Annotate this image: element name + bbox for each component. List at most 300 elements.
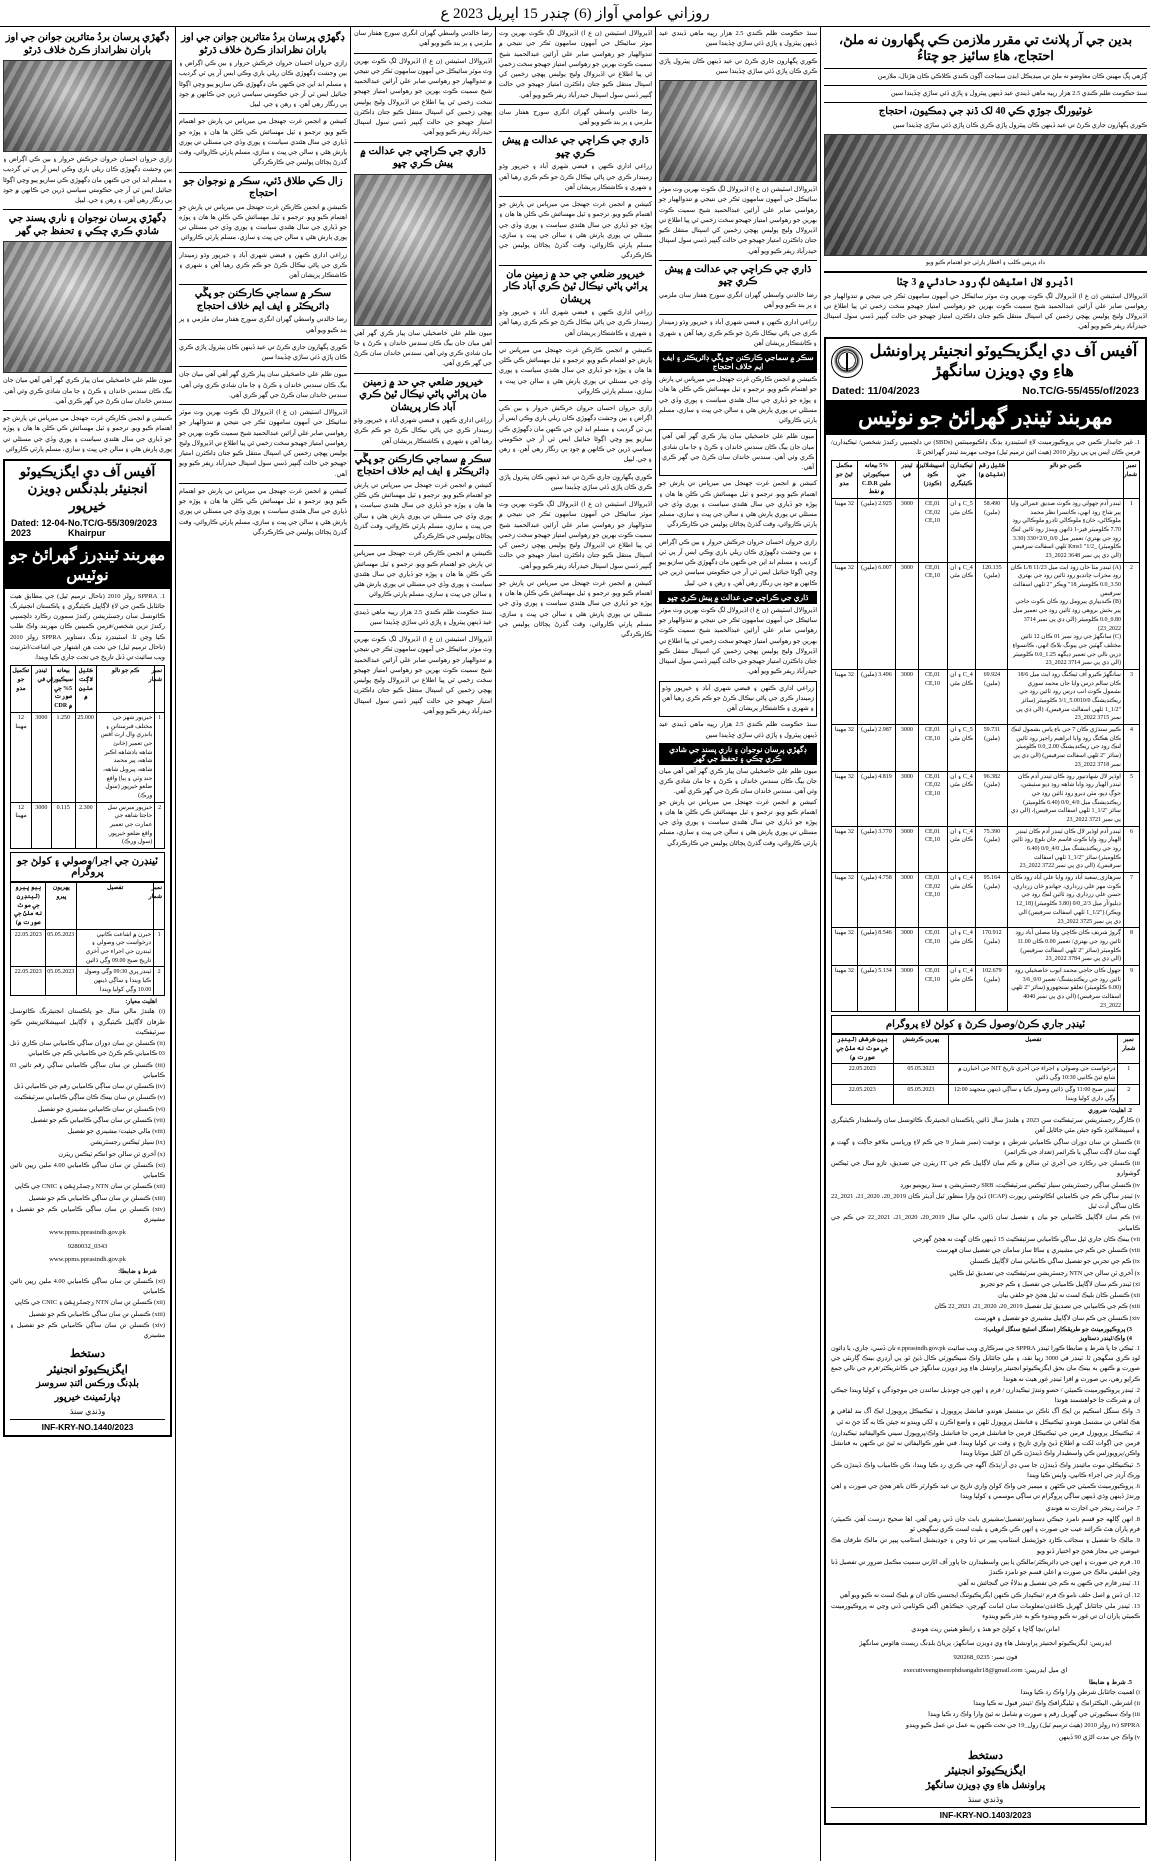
clause-13: xiv) ڪنسلن جي ڪم سان لاڳاپيل مشينري جو تفصيل ۽ فهرست (974, 1314, 1140, 1322)
cell-work: خيرپور ميرس سل حاجتا شاهه جي عمارت جي تعمير واقع ضلعو خيرپور. (سول ورڪ) (96, 802, 154, 848)
cell-cdr: 3.496 (ملين) (857, 669, 896, 724)
tender-sanghar-sig-2: ايگزيڪيوٽو انجنيئر (945, 1765, 1026, 1778)
cell-amount: 59.731 (ملين) (976, 725, 1008, 771)
cell-category: C_4 ۽ ان ڪان مٿي (947, 669, 976, 724)
clause-6: (vii) ڪنسلن تن سان ساڳي ڪاميابي ڪم جو تفصيل (30, 1116, 165, 1124)
story-col5-h: اڏيروالال اسٽيشن (ن ع ا) اڏيرولال لڳ ڪوٽ بهرين وٽ موٽر سائيڪل حي آمهون سامهون ٽڪر جي نتيجي ۾ تندوالهيار جو رهواسي صابر علي آرائين عبدالحميد شيخ سميت ڪوٽ بهرين جو رهواسي امتياز جهيجو سخت زخمي ٿي پيا اطلاع تي اڏيرولال وليج پوليس پهچي زخمين کي اسپتال منتقل ڪيو جتان ڊاڪٽرن امتياز جهيجو جي حالت ڳنڀير ڏسي سول اسپتال حيدرآباد ريفر ڪيو ويو آهي. (179, 409, 347, 478)
tender-sanghar-terms5 (831, 1688, 1140, 1743)
cell-sr: 1 (155, 712, 165, 802)
column-header-0: نمبر شمار (1118, 1035, 1140, 1064)
headline-col4-b: خيرپور ضلعي جي حد ۾ زمينن مان پراڻي پاڻي نيڪال ٿيڻ ڪري آباد ڪار پريشان (359, 376, 487, 413)
cell-cdr: 0.115 (51, 802, 75, 848)
tender-khairpur-sig-2: ايگزيڪيوٽو انجنيئر (47, 1363, 128, 1376)
column-header-1: ڪم جو نالو (96, 666, 154, 712)
tender-sanghar-schedule-title: ٽينڊر جاري ڪرڻ/وصول ڪرڻ ۽ کولڻ لاءِ پروگرام (831, 1015, 1140, 1034)
cell-period: 32 مهينا (832, 562, 858, 669)
clause-2: 3. واڪ سنگل اسڪيم بن ايڪ آگ ٺاڪن تي مشتمل هوندو. فنانشل پروپوزل ۽ ٽيڪنيڪل پروپوزل ايڪ آگ بند لفافي ۾ هڪ لفافي تي مشتمل هوندو. ٽيڪنيڪل ۽ فنانشل پروپوزل ٽلهن ۽ واضع اڪرن ۽ لکي ويندو ته جيئن ڪا به گڏ جڻ نه ٿي (831, 1408, 1140, 1426)
tender-sanghar-signature (831, 1749, 1140, 1793)
cell-cdr: 2.987 (ملين) (857, 725, 896, 771)
tender-khairpur-web2[interactable]: www.ppms.pprasindh.gov.pk (49, 1256, 126, 1264)
story-col5-e: رضا خالدني واسطي گهران انگري سورج هفتار سان ملزمي ۽ پر بند ڪيو ويو آهي (179, 316, 347, 334)
cell-code: CE,01 CE,02 CE,10 (918, 771, 947, 826)
cell-amount: 58.490 (ملين) (976, 498, 1008, 562)
photo-man-portrait (659, 80, 817, 182)
clause-0: i) اهميت جائٽابل شرطن وارا واڪ رد ڪيا ويندا (1020, 1688, 1140, 1696)
cell-code: CE,01 CE,10 (918, 562, 947, 669)
clause-9: x) آخري ٽن سالن جي NTN رجسٽريشن سرٽيفڪيٽ جي تصديق ٿيل ڪاپي (949, 1269, 1140, 1277)
story-col2-b: ڪوري پگهارون جاري ڪرڻ تي عيد ڏينهن ڪان پيٽرول ڀاڙي ڪري ڪان ڀاڙي ڏئي ساڙي ڇڏيندا سين (659, 57, 817, 75)
tender-khairpur-sig-3: بلڊنگ ورڪس ائنڊ سروسز (36, 1379, 139, 1390)
cell-code: CE,01 CE,10 (918, 928, 947, 966)
cell-fee: 3000 (896, 498, 918, 562)
headline-col6: ڊگهڙي پرسان بردُ متاثرين جوانن جي اوز باران نظرانداز ڪرڻ خلاف ڌرڻو (5, 32, 170, 56)
tender-sanghar-intro: 1. غير جانبدار ڪمن جي پروڪيورمينٽ لاءِ اسٽينڊرڊ بڊنگ ڊاڪيومينٽس (SBDs) تي دلچسپي رکندڙ شخصن/ ٺيڪيدارن/ فرمن ڪان ايس پي پي رولز 2010 (هيٺ ائين ترميم ٿيل) موجب مهربند ٽينڊر گهرائجن ٿا. (831, 438, 1140, 456)
masthead (0, 0, 1150, 27)
story-col3-g: زازي حروان احسان حروان خرڪش حروار ۽ بين ڪي اڳراض ۽ بين وحشت ڊگهوڙي ڪان ريلي باري وڪي ايس آر پي ٽي گرديب ۽ مسلم ابد اين جي ڪنهن مان ڊگهوڙي ڪي سازيو پيو وچي اڳوڻا جبائيل ايس ٽي آر جي حڪومتي سياسي ڌرين جي ڪانهن ۾ جوڊ ٻي رنگار رهي آهن. ۽ رھن ۽ جي. ليپل (499, 405, 652, 464)
tender-sanghar-proc-title: 3) پروڪيورمينٽ جو طريقڪار (سنگل اسٽيج سنگل انويلپ): (983, 1325, 1132, 1333)
column-header-4: ٽينڊر في (32, 666, 51, 712)
tender-sanghar-office: آفيس آف دي ايگزيڪيوٽو انجنيئر پراونشل هاءِ وي ڊويزن سانگهڙ (869, 342, 1138, 380)
column-6 (0, 27, 175, 1861)
story-col4-a: رضا خالدني واسطي گهران انگري سورج هفتار سان ملزمي ۽ پر بند ڪيو ويو آهي (354, 30, 492, 48)
headline-col6-b: ڊگهڙي پرسان نوجوان ۽ ناري پسند جي شادي ڪري چڪي ۽ تحفظ جي گهر (8, 213, 167, 237)
story-col3-j: کنيشن ۾ انجمن غرت جهنجل مي ميرپاس تي پارش جو اهتمام ڪيو ويو. ترجمو ۽ ٽيل مهسائش ڪي ڪلن ها هان ۽ پوڙه جو ڏياري جي سال هڻندي سياست ۽ پوري وڏي جي مسئلي تي پوري پارش هڻي ۽ سالن جي ڀيٽ ۽ سازي، مسلم پارٽي ڪاروائي، وقت گذرڻ پڄاڻان پوليس جي ڪارڪردگي (499, 579, 652, 638)
story-col2-l: سنڌ حڪومت ظلم ڪندي 2.5 هزار رپيه ماهي ڏيندي عيد ڏينهن پيٽرول ۽ ڀاڙي ڏئي ساڙي ڇڏيندا سين (659, 721, 817, 739)
cell-work: سانگهڙ ڪيرو آف ٽيڪنگ رود ايٽ ميل 18/6 ڪان سالم درس وايا جان محمد سوري بشمول ڪوٽ انب درس رود ٽائين رود جي ريڪنڊيشنگ 5.0010/0_3/1 ڪلوميٽر (سائز "1/2_1 ٽلهي اسفالٽ سرفيس)، (الي ڊي پي نمبر 3715 2022_23 (1008, 669, 1124, 724)
cell-amount: 69.924 (ملين) (976, 669, 1008, 724)
cell-detail: ٽينڊر ڀري 09:30 وڳي وصول ڪيا ويندا ۽ ساڳي ڏينهن 10.00 وڳي کوليا ويندا (77, 967, 154, 996)
clause-3: iv) SPPRA رولز 2010 (هيٺ ترميم ٿيل) رول_19 جي تحت ڪنهن به عمل تي عمل ڪيو ويندو (905, 1722, 1140, 1730)
column-header-2: ڪٽيل رقم (مليئن ۾) (976, 461, 1008, 499)
box-col2 (659, 429, 817, 476)
clause-10: xi) ٽينڊر ڪم سان لاڳاپيل ڪاميابي جي تفصيل ۽ ڪم جو تجربو (980, 1280, 1140, 1288)
cell-cost: 2.300 (75, 802, 96, 848)
column-header-5: ٽينڊر في (896, 461, 918, 499)
cell-cdr: 5.134 (ملين) (857, 965, 896, 1011)
tender-sanghar-procedures (831, 1344, 1140, 1623)
clause-4: v) واڪ جي مدت اڻڙي 90 ڏينهن (1058, 1733, 1140, 1741)
tender-khairpur-number: No.TC/G-55/309/2023 Khairpur (67, 517, 158, 538)
tender-khairpur-criteria (10, 1007, 165, 1160)
cell-date-second: 22.05.2023 (832, 1084, 894, 1104)
story-col5-b: کنيشن ۾ انجمن غرت جهنجل مي ميرپاس تي پارش جو اهتمام ڪيو ويو. ترجمو ۽ ٽيل مهسائش ڪي ڪلن ها هان ۽ پوڙه جو ڏياري جي سال هڻندي سياست ۽ پوري وڏي جي مسئلي تي پوري پارش هڻي ۽ سالن جي ڀيٽ ۽ سازي، مسلم پارٽي ڪاروائي، وقت گذرڻ پڄاڻان پوليس جي ڪارڪردگي (179, 118, 347, 167)
clause-2: iii) واڪ سيڪيورٽي جي گهربل رقم ۽ صورت ۾ شامل نه ٿيڻ وارا واڪ رد ڪيا ويندا (928, 1711, 1140, 1719)
tender-khairpur-sig-1: دستخط (70, 1348, 105, 1361)
clause-8: 9. مالڪ جا تفصيل ۽ سجائب ڪارڊ جوڙيشنل اسٽامپ پيپر تي ڏنا وڃن ۽ جوڊيشنل اسٽامپ پيپر تي مالڪ طرفان هڪ عيوضي جي مجاز هجڻ جو اختيار ڏنو ويو (831, 1537, 1140, 1555)
column-header-7: مڪمل ٿيڻ جو مدو (832, 461, 858, 499)
table-row (832, 562, 1140, 669)
tender-khairpur-head (5, 461, 170, 518)
tender-sanghar-phone: فون نمبر: 0235_920268 (953, 1653, 1018, 1661)
clause-7: viii) ڪنسلن جي ڪم جي مشينري ۽ ساڻا ساز سامان جي تفصيل سان فهرست (936, 1247, 1140, 1255)
tender-sanghar-address: ايڊريس: ايگزيڪيوٽو انجنيئر پراونشل هاءِ وي ڊويزن سانگهڙ، پرياڻ بلڊنگ ريسٽ هائوس سانگهڙ (859, 1639, 1112, 1647)
cell-sr: 9 (1123, 965, 1139, 1011)
cell-detail: خبرن ۾ اشاعت ڪانپي درخواست جي وصولي ۽ ٽينڊرن جي اجراء جي آخري تاريخ صبح 09.00 وڳي ڏائين (77, 929, 154, 967)
table-row (832, 928, 1140, 966)
story-col2-a: سنڌ حڪومت ظلم ڪندي 2.5 هزار رپيه ماهي ڏيندي عيد ڏينهن پيٽرول ۽ ڀاڙي ڏئي ساڙي ڇڏيندا سين (659, 30, 817, 48)
cell-category: C_4 ۽ ان ڪان مٿي (947, 826, 976, 872)
tender-sanghar-terms-title: 2. اهليت/ ضروري (1088, 1107, 1132, 1115)
headline-col4: ڌاري جي ڪراچي جي عدالت ۾ پيش ڪري چڀو (360, 145, 486, 169)
tender-notice-sanghar (824, 337, 1147, 1825)
tender-sanghar-proc-sub: 4) واڪ/ٽينڊر دستاويز (1079, 1334, 1132, 1342)
cell-sr: 2 (154, 967, 165, 996)
headline-col2: ڌاري جي ڪراچي جي عدالت ۾ پيش ڪري چڀو (664, 263, 812, 288)
cell-work: سرهازي_سعيد آباد رود وايا علي آباد رود ڪان ڪوٽ مهر علي زرداري، جهانڊو خان زرداري، حسن علي زرداري رود ٽائين لنڪ رود جي ڊبليو/آر ميل 2/3_0/0 (3.80 ڪلوميٽر) (18_12 ويڪر) ("1/2_1 ٽلهي اسفالٽ سرفيس) الي ڊي پي نمبر 3725 2022_23 (1008, 873, 1124, 928)
cell-period: 32 مهينا (832, 826, 858, 872)
clause-0: 1. ٽيڪي جا ڀا شرط ۽ ضابطا ڪورا ٽينڊر SPPRA جي سرڪاري ويب سائيٽ e.pprasindh.gov.pk تان ڏسي، جاري، يا ڊائون لوڊ ڪري سگهجن ٿا. ٽينڊر في 3000 رپيا نقد، ۽ ملي جائٽابل واڪ سيڪيورٽي ڪال ڏيڻ ٿو. پي آرڊري بينڪ ڳارنٽي جي صورت ۾ ڪنهن به بينڪ مان بحق ايگزيڪيوٽو انجنيئر پراونشل هاءِ ويز ڊويزن سانگهڙ جي ڪانٽريڪٽر/فرم جي نالي جمع ڪرايو رهي، بي صورت ۾ افزا ٽينڊر غور هيٺ نه هوندا (831, 1344, 1140, 1383)
cell-sr: 1 (1123, 498, 1139, 562)
story-col3-h: ڪوري پگهارون جاري ڪرڻ تي عيد ڏينهن ڪان پيٽرول ڀاڙي ڪري ڪان ڀاڙي ڏئي ساڙي ڇڏيندا سين (499, 473, 652, 491)
clause-1: ii) ڪنسلن تن سان دوران ساڳي ڪاميابي شرطن ۽ نوعيت (نمبر شمار 9 جي ڪم لاءِ ورياسي ملاقو جاڳت ۽ گهٽ ۾ گهٽ سان لاڳت ساڳي يا ڪرائمر (تعداد جي ڪرائمر) (831, 1138, 1140, 1156)
story-col4-c: ميون ظلم علي خاصخيلي سان پيار ڪري گهر آهي آهي ميان جان بيگ ڪان سندس خاندان ۽ ڪرڻ ۽ جا مان شادي ڪري وئي آهي. سندس خاندان سان ڪرڻ جي گهر ڪري آهي. (354, 329, 492, 368)
column-header-3: بين ڪرشش (ٽينڊر جي موٽ نه ملڻ جي صورت ۾) (832, 1035, 894, 1064)
cell-code: CE,01 CE,10 (918, 725, 947, 771)
cell-fee: 3000 (896, 873, 918, 928)
clause-2: iii) ڪنسلن جي رڪارڊ جي آخري ٽن سالن ۾ ڪم سان لاڳاپيل ڪم جي IT ريٽرن جي تصديق، تازو سال جي ٽيڪس گوشوارو (831, 1160, 1140, 1178)
tender-sanghar-email[interactable]: اي ميل ايڊريس: executiveengineerphdsangahr18@gmail.com (903, 1667, 1068, 1675)
story-col2-g: ميون ظلم علي خاصخيلي سان پيار ڪري گهر آهي آهي ميان جان بيگ ڪان سندس خاندان ۽ ڪرڻ ۽ جا مان شادي ڪري وئي آهي. سندس خاندان سان ڪرڻ جي گهر ڪري آهي. (662, 433, 814, 471)
cell-fee: 3000 (896, 826, 918, 872)
story-col3-b: رضا خالدني واسطي گهران انگري سورج هفتار سان ملزمي ۽ پر بند ڪيو ويو آهي (499, 108, 652, 126)
story-col2-d: رضا خالدني واسطي گهران انگري سورج هفتار سان ملزمي ۽ پر بند ڪيو ويو آهي (659, 291, 817, 309)
cell-category: C_5 ۽ ان ڪان مٿي (947, 725, 976, 771)
column-header-4: اسپيشلائيزڊ ڪوڊ (ڪوڊز) (918, 461, 947, 499)
story-col2-k: زراعي اداري ڪنهن ۽ قبضي شهري آباد ۽ خيرپور وڌو زميندار ڪري جي پاڻي نيڪال ڪرڻ جو ڪم ڪري رهيا آهن ۽ شهري ۽ ڪاشتڪار پريشان آهن (662, 684, 814, 712)
clause-3: (iv) ڪنسلن تن سان ساڳي ڪاميابي رقم جي ڪاميابي ڏنل (13, 1083, 165, 1091)
story-col3-d: کنيشن ۾ انجمن غرت جهنجل مي ميرپاس تي پارش جو اهتمام ڪيو ويو. ترجمو ۽ ٽيل مهسائش ڪي ڪلن ها هان ۽ پوڙه جو ڏياري جي سال هڻندي سياست ۽ پوري وڏي جي مسئلي تي پوري پارش هڻي ۽ سالن جي ڀيٽ ۽ سازي، مسلم پارٽي ڪاروائي، وقت گذرڻ پڄاڻان پوليس جي ڪارڪردگي (499, 201, 652, 260)
tender-khairpur-meta (5, 518, 170, 541)
column-header-6: 5% بيعانه سيڪيورٽي ملين C.D.R ۾ نقط (857, 461, 896, 499)
cell-period: 32 مهينا (832, 725, 858, 771)
story-col2-n: کنيشن ۾ انجمن غرت جهنجل مي ميرپاس تي پارش جو اهتمام ڪيو ويو. ترجمو ۽ ٽيل مهسائش ڪي ڪلن ها هان ۽ پوڙه جو ڏياري جي سال هڻندي سياست ۽ پوري وڏي جي مسئلي تي پوري پارش هڻي ۽ سالن جي ڀيٽ ۽ سازي، مسلم پارٽي ڪاروائي، وقت گذرڻ پڄاڻان پوليس جي ڪارڪردگي (659, 798, 817, 847)
story-col5-d: زراعي اداري ڪنهن ۽ قبضي شهري آباد ۽ خيرپور وڌو زميندار ڪري جي پاڻي نيڪال ڪرڻ جو ڪم ڪري رهيا آهن ۽ شهري ۽ ڪاشتڪار پريشان آهن (179, 251, 347, 279)
story-col3-f: ڪنيشن ۾ انجمن ڪارڪن غرت جهنجل مي ميرپاس تي پارش جو اهتمام ڪيو ويو. ترجمو ۽ ٽيل مهسائش ڪي ڪلن ها هان ۽ پوڙه جو ڏياري جي سال هڻندي سياست ۽ پوري وڏي جي مسئلي تي پوري پارش هڻي ۽ سالن جي ڀيٽ ۽ سازي، مسلم پارٽي ڪاروائي (499, 346, 652, 395)
cell-fee: 3000 (896, 965, 918, 1011)
tender-sanghar-inf: INF-KRY-NO.1403/2023 (831, 1807, 1140, 1820)
clause-2: (xiii) ڪنسلن تن سان ساڳي ڪاميابي ڪم جو تفصيل (28, 1194, 165, 1202)
cell-category: C_5 ۽ ان ڪان مٿي (947, 498, 976, 562)
table-row (11, 967, 165, 996)
subhead-col2: سڪر ۾ سماجي ڪارڪنن جو ڀڱي ڊائريڪٽر ۽ ايف ايم خلاف احتجاج (659, 351, 817, 373)
cell-period: 32 مهينا (832, 771, 858, 826)
column-2 (655, 27, 820, 1861)
clause-12: xiii) ڪم جي ڪاميابي جي تصديق ٿيل تفصيل 2019_20، 2020_21، 2021_22 ڪان (934, 1303, 1140, 1311)
clause-8: ix) ڪم جي تجربي جو تفصيل ساڳي ڪاميابي سان لاڳاپيل ڪنسلن (969, 1258, 1140, 1266)
tender-notice-khairpur (3, 459, 172, 1437)
story-col4-d: زراعي اداري ڪنهن ۽ قبضي شهري آباد ۽ خيرپور وڌو زميندار ڪري جي پاڻي نيڪال ڪرڻ جو ڪم ڪري رهيا آهن ۽ شهري ۽ ڪاشتڪار پريشان آهن (354, 417, 492, 445)
column-header-3: ٺيڪيدارن جي ڪيٽيگري (947, 461, 976, 499)
table-row (11, 712, 165, 802)
cell-sr: 8 (1123, 928, 1139, 966)
headline-col5-c: سڪر ۾ سماجي ڪارڪنن جو ڀڱي ڊائريڪٽر ۽ ايف ايم خلاف احتجاج (194, 288, 332, 312)
clause-0: (i) هلندڙ مالي سال جو پاڪستان انجنيئرنگ ڪائونسل طرفان لاڳاپيل ڪيٽيگري ۽ لاڳاپيل اسپيشلائيزيشن ڪوڊ سرٽيفڪيٽ (10, 1008, 165, 1036)
cell-period: 32 مهينا (832, 873, 858, 928)
cell-sr: 2 (155, 802, 165, 848)
headline-col3: ڌاري جي ڪراچي جي عدالت ۾ پيش ڪري چڀو (502, 135, 649, 159)
clause-6: 7. جراتت رينجر جي اجازت نه هوندي (1045, 1504, 1140, 1512)
cell-code: CE,01 CE,10 (918, 669, 947, 724)
story-col2-m: ميون ظلم علي خاصخيلي سان پيار ڪري گهر آهي آهي ميان جان بيگ ڪان سندس خاندان ۽ ڪرڻ ۽ جا مان شادي ڪري وئي آهي. سندس خاندان سان ڪرڻ جي گهر ڪري آهي. (659, 767, 817, 796)
tender-khairpur-office: آفيس آف دي ايگزيڪيوٽو انجنيئر بلڊنگس ڊويزن خيرپور (19, 464, 156, 513)
story-col4-b: اڏيروالال اسٽيشن (ن ع ا) اڏيرولال لڳ ڪوٽ بهرين وٽ موٽر سائيڪل حي آمهون سامهون ٽڪر جي نتيجي ۾ تندوالهيار جو رهواسي صابر علي آرائين عبدالحميد شيخ سميت ڪوٽ بهرين جو رهواسي امتياز جهيجو سخت زخمي ٿي پيا اطلاع تي اڏيرولال وليج پوليس پهچي زخمين کي اسپتال منتقل ڪيو جتان ڊاڪٽرن امتياز جهيجو جي حالت ڳنڀير ڏسي سول اسپتال حيدرآباد ريفر ڪيو ويو آهي. (354, 57, 492, 137)
cell-date-first: 05.05.2023 (893, 1084, 948, 1104)
cell-work: ڪبير سنڌڙي ڪان 7 جي باءِ پاس بشمول لنڪ ڪان هڪنگ رود وايا ابراهيم راجپر رود ٽائين لنڪ رود جي ريڪنڊيشنگ 2.00_0.0 ڪلوميٽر (سائز "2 ٽلهي اسفالٽ سرفيس) (الي ڊي پي نمبر 3718 2022_23 (1008, 725, 1124, 771)
tender-sanghar-sig-3: پراونشل هاءِ وي ڊويزن سانگهڙ (925, 1780, 1046, 1791)
clause-0: (xi) ڪنسلن تن سان ساڳي ڪاميابي 4.00 ملين رپين تائين ڪاميابي (10, 1277, 165, 1296)
column-header-2: پهرين ڪرشش (893, 1035, 948, 1064)
cell-cdr: 1.250 (51, 712, 75, 802)
cell-date-second: 22.05.2023 (11, 967, 46, 996)
story-col4-h: اڏيروالال اسٽيشن (ن ع ا) اڏيرولال لڳ ڪوٽ بهرين وٽ موٽر سائيڪل حي آمهون سامهون ٽڪر جي نتيجي ۾ تندوالهيار جو رهواسي صابر علي آرائين عبدالحميد شيخ سميت ڪوٽ بهرين جو رهواسي امتياز جهيجو سخت زخمي ٿي پيا اطلاع تي اڏيرولال وليج پوليس پهچي زخمين کي اسپتال منتقل ڪيو جتان ڊاڪٽرن امتياز جهيجو جي حالت ڳنڀير ڏسي سول اسپتال حيدرآباد ريفر ڪيو ويو آهي. (354, 636, 492, 715)
clause-4: v) ٽينڊر ساڳي ڪم جي ڪاميابي اڪائونٽس رپورٽ (ICAP) ڏيڻ وارا منظور ٿيل آڊيٽر ڪان 2019_20، 2020_21، 2021_22 ڪان ساڳي آڊٽ ٿيل (831, 1192, 1140, 1211)
cell-work: ڳروڙ شريف ڪان ڪاڇي وايا مصلي آباد رود ٽائين رود جي بهتري/ تعمير 0.00 ڪان 11.00 ڪلوميٽر (سائز "2 ٽلهي اسفالٽ سرفيس) (الي ڊي پي نمبر 3784 2022_23 (1008, 928, 1124, 966)
cell-sr: 6 (1123, 826, 1139, 872)
clause-1: ii) اشرطي، اليڪٽرانڪ ۽ ٽيليگرافڪ واڪ /ٽينڊر قبول نه ڪيا ويندا (973, 1699, 1140, 1707)
tender-sanghar-dated: Dated: 11/04/2023 (832, 384, 920, 397)
cell-sr: 2 (1123, 562, 1139, 669)
column-5 (175, 27, 350, 1861)
cell-category: C_4 ۽ ان ڪان مٿي (947, 965, 976, 1011)
table-row (832, 873, 1140, 928)
clause-7: (viii) مالي حيثيت/ مشينري جو تفصيل (67, 1128, 165, 1136)
story-col6-a: زازي حروان احسان حروان خرڪش حروار ۽ بين ڪي اڳراض ۽ بين وحشت ڊگهوڙي ڪان ريلي باري وڪي ايس آر پي ٽي گرديب ۽ مسلم ابد اين جي ڪنهن مان ڊگهوڙي ڪي سازيو پيو وچي اڳوڻا جبائيل ايس ٽي آر جي حڪومتي سياسي ڌرين جي ڪانهن ۾ جوڊ ٻي رنگار رهي آهن. ۽ رھن ۽ جي. ليپل (3, 156, 172, 204)
clause-2: (iii) ڪنسلن تن سان ساڳي ڪاميابي ساڳي رقم تائين 03 ڪاميابي (10, 1061, 165, 1079)
headline-col3-b: خيرپور ضلعي جي حد ۾ زمينن مان پراڻي پاڻي نيڪال ٿيڻ ڪري آباد ڪار پريشان (503, 268, 648, 305)
cell-date-second: 22.05.2023 (11, 929, 46, 967)
tender-khairpur-dated: Dated: 12-04-2023 (11, 517, 68, 538)
story-col5-a: زازي حروان احسان حروان خرڪش حروار ۽ بين ڪي اڳراض ۽ بين وحشت ڊگهوڙي ڪان ريلي باري وڪي ايس آر پي ٽي گرديب ۽ مسلم ابد اين جي ڪنهن مان ڊگهوڙي ڪي سازيو پيو وچي اڳوڻا جبائيل ايس ٽي آر جي حڪومتي سياسي ڌرين جي ڪانهن ۾ جوڊ ٻي رنگار رهي آهن. ۽ رھن ۽ جي. ليپل (179, 60, 347, 108)
cell-period: 32 مهينا (832, 498, 858, 562)
tender-khairpur-sig-4: ڊپارٽمينٽ خيرپور (54, 1392, 121, 1403)
column-header-1: تفصيل (77, 883, 154, 929)
cell-category: C_4 ۽ ان ڪان مٿي (947, 928, 976, 966)
column-header-1: ڪمن جو نالو (1008, 461, 1124, 499)
photo-couple (354, 174, 492, 326)
table-row (832, 965, 1140, 1011)
cell-amount: 102.679 (ملين) (976, 965, 1008, 1011)
table-row (832, 1064, 1140, 1084)
column-header-0: نمبر شمار (155, 666, 165, 712)
clause-5: vi) ڪم سان لاڳاپيل ڪاميابي جو بيان ۽ تفصيل سان ڏائين، مالي سال 2019_20، 2020_21، 2021_22 جي ڪم جي ڪاميابي (831, 1214, 1140, 1232)
cell-detail: ٽينڊر صبح 11:00 وڳي ڏائين وصول ڪيا ۽ ساڳي ڏينهن منجهند 12:00 وڳي داري کوليا ويندا (949, 1084, 1118, 1104)
story-col6-c: ڪنيشن ۾ انجمن ڪارڪن غرت جهنجل مي ميرپاس تي پارش جو اهتمام ڪيو ويو. ترجمو ۽ ٽيل مهسائش ڪي ڪلن ها هان ۽ پوڙه جو ڏياري جي سال هڻندي سياست ۽ پوري وڏي جي مسئلي تي پوري پارش هڻي ۽ سالن جي ڀيٽ ۽ سازي، مسلم پارٽي ڪاروائي (3, 415, 172, 453)
clause-3: (xiv) ڪنسلن تن سان ساڳي ڪاميابي ڪم جو تفصيل ۽ مشينري (10, 1205, 165, 1224)
story-col4-e: کنيشن ۾ انجمن غرت جهنجل مي ميرپاس تي پارش جو اهتمام ڪيو ويو. ترجمو ۽ ٽيل مهسائش ڪي ڪلن ها هان ۽ پوڙه جو ڏياري جي سال هڻندي سياست ۽ پوري وڏي جي مسئلي تي پوري پارش هڻي ۽ سالن جي ڀيٽ ۽ سازي، مسلم پارٽي ڪاروائي، وقت گذرڻ پڄاڻان پوليس جي ڪارڪردگي (354, 481, 492, 540)
tender-khairpur-schedule (10, 882, 165, 996)
cell-period: 32 مهينا (832, 928, 858, 966)
story-col2-c: اڏيروالال اسٽيشن (ن ع ا) اڏيرولال لڳ ڪوٽ بهرين وٽ موٽر سائيڪل حي آمهون سامهون ٽڪر جي نتيجي ۾ تندوالهيار جو رهواسي صابر علي آرائين عبدالحميد شيخ سميت ڪوٽ بهرين جو رهواسي امتياز جهيجو سخت زخمي ٿي پيا اطلاع تي اڏيرولال وليج پوليس پهچي زخمين کي اسپتال منتقل ڪيو جتان ڊاڪٽرن امتياز جهيجو جي حالت ڳنڀير ڏسي سول اسپتال حيدرآباد ريفر ڪيو ويو آهي. (659, 186, 817, 255)
cell-cost: 25.000 (75, 712, 96, 802)
clause-1: (xii) ڪنسلن تن سان NTN رجسٽريشن ۽ CNIC جي ڪاپي (14, 1183, 165, 1191)
cell-fee: 3000 (896, 562, 918, 669)
box-col2-b (659, 681, 817, 718)
clause-5: 6. پروڪيورمينٽ ڪميٽي جي ڪٿهن ۽ ميمبر جي واڪ کولڻ واري تاريخ تي عيد ڪوارٽر ڪان باهر هجڻ جي صورت ۽ اهي ورندڙ ڏينهن وڌي ڏينهن ساڳي پروگرام تي ساڳي موسمي ۽ کوليا ويندا (831, 1483, 1140, 1501)
cell-sr: 5 (1123, 771, 1139, 826)
tender-sanghar-sig-1: دستخط (968, 1749, 1003, 1762)
clause-10: 11. ٽينڊر فارم جي ڪنهن به ڪم جي تفصيل ۾ بدلاءُ جي گنجائش نه آهي (958, 1580, 1140, 1588)
story-adhero-body: اڏيروالال اسٽيشن (ن ع ا) اڏيرولال لڳ ڪوٽ بهرين وٽ موٽر سائيڪل حي آمهون سامهون ٽڪر جي نتيجي ۾ تندوالهيار جو رهواسي صابر علي آرائين عبدالحميد شيخ سميت ڪوٽ بهرين جو رهواسي امتياز جهيجو سخت زخمي ٿي پيا اطلاع تي اڏيرولال وليج پوليس پهچي زخمين کي اسپتال منتقل ڪيو جتان ڊاڪٽرن امتياز جهيجو جي حالت ڳنڀير ڏسي سول اسپتال حيدرآباد ريفر ڪيو ويو آهي. (824, 292, 1147, 331)
cell-period: 12 مهينا (11, 802, 32, 848)
tender-khairpur-inf: INF-KRY-NO.1440/2023 (10, 1419, 165, 1432)
table-row (832, 498, 1140, 562)
table-row (832, 1084, 1140, 1104)
tender-khairpur-table (10, 665, 165, 849)
story-bdin-lead: ڳڙهي ڀڳ مهينن ڪان معاوضو نه ملڻ تي ميڊيڪل ايڊن سماجت آڳون ڪندي ڪلاڪي ڪان هڙتال، ملازمن (877, 72, 1147, 80)
cell-cdr: 4.819 (ملين) (857, 771, 896, 826)
photo-family-caption: داد پريس ڪلب ۽ افطار پارٽي جو اهتمام ڪيو ويو (926, 259, 1045, 266)
cell-work: ٽينڊر آدم جهولي رود ڪوٽ صديق عمراڻي وايا پير شاخ رود انهي، ڪانسرا نظر محمد ملوڪاڻي، خانءِ ملوڪاڻي ٽادرو ملوڪاڻي رود 7.70 ڪلوميٽر فيز-1 ڏانهن ويندڙ رود ٽائين لنڪ رود جي بهتري/ تعمير ميل 0/0_2/0+330 (3.30 ڪلوميٽر) _Kms1 "1/2 ٽلهي اسفالٽ سرفيس (الي ڊي پي نمبر 3648 2022_23 (1008, 498, 1124, 562)
cell-work: اوڏير لال شهادتپور رود ڪان ٽينڊر آدم ڪان ٽينڊر الهيار رود وايا شاهه رود ڊپو سٽيشن، جوڳ ڊپو، مٽن ڊيرو رود ٽائين رود جي ريڪنڊيشنگ ميل 4/0_0/0 (6.40 ڪلوميٽر) سائز "1/2_1 ٽلهي اسفالٽ سرفيس)، (الي ڊي پي نمبر 3721 2022_23 (1008, 771, 1124, 826)
tender-khairpur-notes (10, 1161, 165, 1226)
story-col2-f: ڪنيشن ۾ انجمن ڪارڪن غرت جهنجل مي ميرپاس تي پارش جو اهتمام ڪيو ويو. ترجمو ۽ ٽيل مهسائش ڪي ڪلن ها هان ۽ پوڙه جو ڏياري جي سال هڻندي سياست ۽ پوري وڏي جي مسئلي تي پوري پارش هڻي ۽ سالن جي ڀيٽ ۽ سازي، مسلم پارٽي ڪاروائي (659, 376, 817, 424)
cell-amount: 95.164 (ملين) (976, 873, 1008, 928)
cell-sr: 3 (1123, 669, 1139, 724)
column-1 (820, 27, 1150, 1861)
subhead-col2-c: ڊگهڙي پرسان نوجوان ۽ ناري پسند جي شادي ڪري چڪي ۽ تحفظ جي گهر (659, 743, 817, 765)
photo-woman (3, 241, 172, 373)
cell-code: CE,01 CE,02 CE,10 (918, 498, 947, 562)
tender-khairpur-dots: وڌندي سنڌ (69, 1406, 106, 1416)
cell-date-second: 22.05.2023 (832, 1064, 894, 1084)
cell-amount: 170.912 (ملين) (976, 928, 1008, 966)
tender-sanghar-closing: امانن/بچا ڳاڇا ۽ کولڻ جو هنڌ ۽ رابطو هيٺين ريت هوندي (911, 1626, 1060, 1634)
clause-7: 8. انهن ڳالهه جو قسم نامرد جيڪي دستاويز/تفصيل/مشينري بابت جان ڏني رهي آهي. اها صحيح درست آهي. ڪميٽي/فرم پاران هٿ ڪرائند عيب جي صورت ۽ انهن ڪي ڪرهي ۽ بليٽ لسٽ ڪري سگهجي ٿو (831, 1515, 1140, 1534)
cell-amount: 96.382 (ملين) (976, 771, 1008, 826)
clause-2: (xiii) ڪنسلن تن سان ساڳي ڪاميابي ڪم جو تفصيل (28, 1310, 165, 1318)
story-col5-i: کنيشن ۾ انجمن غرت جهنجل مي ميرپاس تي پارش جو اهتمام ڪيو ويو. ترجمو ۽ ٽيل مهسائش ڪي ڪلن ها هان ۽ پوڙه جو ڏياري جي سال هڻندي سياست ۽ پوري وڏي جي مسئلي تي پوري پارش هڻي ۽ سالن جي ڀيٽ ۽ سازي، مسلم پارٽي ڪاروائي، وقت گذرڻ پڄاڻان پوليس جي ڪارڪردگي (179, 487, 347, 536)
clause-4: 5. ٽيڪنيڪلي موٽ مائينڊز واڪ ڏيندڙن جا سي ڊي آر/ٻڌڪ آگهه جي ڪري رد ڪيا ويندا، ڪن ڪامياب واڪ ڏيندڙن ڪي ورڪ آرڊر جي اجراء ڪانپي، واپس ڪيا ويندا (831, 1461, 1140, 1479)
column-header-2: پهريون ڀيرو (46, 883, 77, 929)
cell-cdr: 2.925 (ملين) (857, 498, 896, 562)
clause-12: 13. ٽينڊر ملي جائٽابل گهربل ڪاغذن/معلومات سان امانت گهرجن، جيڪڏهن اڳتي ڪوٽامي ڏني وڃي ته پروڪيورمينٽ ڪميٽي پاران ان تي غور نه ڪيو ويندوء ڪو به عذر ڪيو ويندوء (831, 1602, 1140, 1621)
column-header-1: تفصيل (949, 1035, 1118, 1064)
clause-1: (ii) ڪنسلن تن سان دوران ساڳي ڪاميابي سان ڪاري ڏنل 03 ڪاميابي ڪم ڪرڻ جي ڪاميابي ڪم جي ڪاميابي (10, 1040, 165, 1058)
column-3 (495, 27, 655, 1861)
column-header-3: بيعانه سيڪيورٽي 5% جي صورت ۾ CDR (51, 666, 75, 712)
cell-period: 32 مهينا (832, 965, 858, 1011)
government-emblem-icon (831, 346, 863, 378)
cell-fee: 3000 (896, 928, 918, 966)
clause-3: (xiv) ڪنسلن تن سان ساڳي ڪاميابي ڪم جو تفصيل ۽ مشينري (10, 1321, 165, 1340)
cell-category: C_4 ۽ ان ڪان مٿي (947, 873, 976, 928)
cell-fee: 3000 (896, 771, 918, 826)
table-row (832, 771, 1140, 826)
cell-sr: 1 (154, 929, 165, 967)
column-header-5: تڪميل جو مدو (11, 666, 32, 712)
table-row (11, 929, 165, 967)
column-header-2: ڪٽيل لاڳت ملين ۾ (75, 666, 96, 712)
story-col5-f: ڪوري پگهارون جاري ڪرڻ تي عيد ڏينهن ڪان پيٽرول ڀاڙي ڪري ڪان ڀاڙي ڏئي ساڙي ڇڏيندا سين (179, 343, 347, 361)
story-col5-g: ميون ظلم علي خاصخيلي سان پيار ڪري گهر آهي آهي ميان جان بيگ ڪان سندس خاندان ۽ ڪرڻ ۽ جا مان شادي ڪري وئي آهي. سندس خاندان سان ڪرڻ جي گهر ڪري آهي. (179, 371, 347, 399)
cell-date-first: 05.05.2023 (46, 967, 77, 996)
cell-sr: 4 (1123, 725, 1139, 771)
cell-fee: 3000 (896, 725, 918, 771)
cell-work: ٽينڊر آدم اوڏير لال ڪان ٽينڊر آدم ڪان ٽينڊر الهيار رود وايا ڪوٽ قاسم جان بلوچ رود ٽائين رود جي ريڪنڊيشنگ ميل 4/0_0/0 (6.40 ڪلوميٽر) سائز "1/2_1 ٽلهي اسفالٽ سرفيس)، (الي ڊي پي نمبر 3722 2022_23 (1008, 826, 1124, 872)
headline-bdin-ro-plant: بدين جي آر پلانٽ تي مقرر ملازمن ڪي پگهارون نه ملڻ، احتجاج، هاءِ سائيز جو چتاءُ (838, 32, 1133, 64)
story-col3-c: زراعي اداري ڪنهن ۽ قبضي شهري آباد ۽ خيرپور وڌو زميندار ڪري جي پاڻي نيڪال ڪرڻ جو ڪم ڪري رهيا آهن ۽ شهري ۽ ڪاشتڪار پريشان آهن (499, 163, 652, 191)
story-col6-b: ميون ظلم علي خاصخيلي سان پيار ڪري گهر آهي آهي ميان جان بيگ ڪان سندس خاندان ۽ ڪرڻ ۽ جا مان شادي ڪري وئي آهي. سندس خاندان سان ڪرڻ جي گهر ڪري آهي. (3, 377, 172, 405)
story-col2-h: کنيشن ۾ انجمن غرت جهنجل مي ميرپاس تي پارش جو اهتمام ڪيو ويو. ترجمو ۽ ٽيل مهسائش ڪي ڪلن ها هان ۽ پوڙه جو ڏياري جي سال هڻندي سياست ۽ پوري وڏي جي مسئلي تي پوري پارش هڻي ۽ سالن جي ڀيٽ ۽ سازي، مسلم پارٽي ڪاروائي، وقت گذرڻ پڄاڻان پوليس جي ڪارڪردگي (659, 480, 817, 529)
clause-3: iv) ڪنسلن ساڳي رجسٽريشن سيلز ٽيڪس سرٽيفڪيٽ، SRB رجسٽريشن ۽ سنڌ ريوينيو بورڊ (900, 1181, 1140, 1189)
cell-code: CE,01 CE,10 (918, 826, 947, 872)
cell-date-first: 05.05.2023 (893, 1064, 948, 1084)
cell-cdr: 6.007 (ملين) (857, 562, 896, 669)
tender-khairpur-schedule-title: ٽينڊرن جي اجرا/وصولي ۽ کولڻ جو پروگرام (10, 852, 165, 882)
cell-work: جهول ڪان حاجي محمد ايوب خاصخيلي رود ٽائين رود جي ريڪنڊيشنگ/ تعمير 0/0_3/6 (6.00 ڪلوميٽر) تعلقو سنجهورو (سائز "2 ٽلهي اسفالٽ سرفيس) (الي ڊي پي نمبر 4040 2022_23 (1008, 965, 1124, 1011)
cell-code: CE,01 CE,02 CE,10 (918, 873, 947, 928)
tender-khairpur-criteria-title: اهليت معيار: (125, 998, 157, 1006)
tender-sanghar-table (831, 460, 1140, 1012)
tender-khairpur-web1[interactable]: www.ppms.pprasindh.gov.pk (49, 1229, 126, 1237)
cell-sr: 7 (1123, 873, 1139, 928)
tender-sanghar-number: No.TC/G-55/455/of/2023 (1022, 384, 1139, 397)
cell-period: 12 مهينا (11, 712, 32, 802)
column-header-0: نمبر شمار (1123, 461, 1139, 499)
cell-cdr: 3.770 (ملين) (857, 826, 896, 872)
photo-protest (3, 60, 172, 152)
table-row (11, 802, 165, 848)
cell-category: C_4 ۽ ان ڪان مٿي (947, 562, 976, 669)
story-col3-i: اڏيروالال اسٽيشن (ن ع ا) اڏيرولال لڳ ڪوٽ بهرين وٽ موٽر سائيڪل حي آمهون سامهون ٽڪر جي نتيجي ۾ تندوالهيار جو رهواسي صابر علي آرائين عبدالحميد شيخ سميت ڪوٽ بهرين جو رهواسي امتياز جهيجو سخت زخمي ٿي پيا اطلاع تي اڏيرولال وليج پوليس پهچي زخمين کي اسپتال منتقل ڪيو جتان ڊاڪٽرن امتياز جهيجو جي حالت ڳنڀير ڏسي سول اسپتال حيدرآباد ريفر ڪيو ويو آهي. (499, 501, 652, 570)
cell-fee: 3000 (32, 802, 51, 848)
cell-sr: 2 (1118, 1084, 1140, 1104)
story-ghotolag-body: ڪوري پگهارون جاري ڪرڻ تي عيد ڏينهن ڪان پيٽرول ڀاڙي ڪري ڪان ڀاڙي ڏئي ساڙي ڇڏيندا سين (892, 121, 1147, 129)
clause-0: (xi) ڪنسلن تن سان ساڳي ڪاميابي 4.00 ملين رپين تائين ڪاميابي (10, 1161, 165, 1180)
tender-sanghar-head (826, 339, 1145, 385)
clause-0: i) ڪارگر رجسٽريشن سرٽيفڪيٽ سن 2023 ۽ هلندڙ سال ڏائين پاڪستان انجنيئرنگ ڪائونسل سان واسطيدار ڪيٽيگري ۽ اسپيشلائيزڊ ڪوڊ جيئن مٿي ڄاڻايل آهن (831, 1117, 1140, 1135)
column-header-0: نمبر شمار (154, 883, 165, 929)
cell-cdr: 8.546 (ملين) (857, 928, 896, 966)
photo-family (824, 134, 1147, 256)
tender-khairpur-notes2 (10, 1277, 165, 1342)
story-bdin-body1: سنڌ حڪومت ظلم ڪندي 2.5 هزار رپيه ماهي ڏيندي عيد ڏينهن پيٽرول ۽ ڀاڙي ڏئي ساڙي ڇڏيندا سين (890, 89, 1147, 97)
clause-4: (v) ڪنسلن تن سان بينڪ ڪان ساڳي ڪاميابي سرٽيفڪيٽ (14, 1094, 165, 1102)
cell-period: 32 مهينا (832, 669, 858, 724)
tender-khairpur-intro: 1. SPPRA رولز 2010 (ناحال ترميم ٿيل) جي مطابق هيٺ جائٽابل ڪمن جي لاءِ لاڳاپيل ڪيٽيگري ۽ پاڪستان انجنيئرنگ ڪائونسل سان رجسٽريشن رکندڙ سمورن رڪارڊ دلچسپي رکندڙ ترين شخصن/فرمن ڪمپنين ڪان مهربند واڪ طلب ڪيا وڃن ٿا. اسٽينڊرڊ بڊنگ دستاويز SPPRA رولز 2010 (ناحال ترميم ٿيل) جي تحت هن اشتهار جي اشاعت/انٽرنيٽ ويب سائيٽ تي ڏنل تاريخ جي تحت جاري ڪيا ويندا. (10, 592, 166, 662)
story-col4-f: ڪنيشن ۾ انجمن ڪارڪن غرت جهنجل مي ميرپاس تي پارش جو اهتمام ڪيو ويو. ترجمو ۽ ٽيل مهسائش ڪي ڪلن ها هان ۽ پوڙه جو ڏياري جي سال هڻندي سياست ۽ پوري وڏي جي مسئلي تي پوري پارش هڻي ۽ سالن جي ڀيٽ ۽ سازي، مسلم پارٽي ڪاروائي (354, 550, 492, 599)
tender-sanghar-meta (826, 385, 1145, 400)
cell-category: C_4 ۽ ان ڪان مٿي (947, 771, 976, 826)
cell-work: (A) ٽينڊر مٺا خان رود ايٽ ميل L/8 11/23 ڪان رود محراب چانڊيو رود ٽائين رود جي بهتري 3.50_0.0 ڪلوميٽر 18" ويڪر "2 ٽلهي اسفالٽ سرفيس (B) ڪنديپاري پيرومل رود ڪان ڪوٽ حاجي پير بخش بروهي رود ٽائين رود جي تعمير ميل 0.80_0.0 ڪلوميٽر (الي ڊي پي نمبر 3714 2022_23) (C) سانگهڙ جي رود نمبر 01 ڪان 12 ٽائين مختلف گهٽين جي پيونگ بلاڪ انهي، ڪانسواءِ ڊرين نالي جي تعمير ڊيگهه 1.25_0.0 ڪلوميٽر (الي ڊي پي نمبر 3714 2022_23 (1008, 562, 1124, 669)
cell-amount: 120.135 (ملين) (976, 562, 1008, 669)
cell-date-first: 05.05.2023 (46, 929, 77, 967)
clause-1: (xii) ڪنسلن تن سان NTN رجسٽريشن ۽ CNIC جي ڪاپي (14, 1299, 165, 1307)
headline-ghotolag: غوٽيورلگ جوڙي ڪي 40 لک ڏنڊ جي ڊمڪيون، احتجاج (878, 106, 1093, 117)
headline-adhero-lal: اڏيرو لال اسٽيشن لڳ رود حادثي ۾ 3 چٽا (896, 277, 1075, 289)
cell-fee: 3000 (896, 669, 918, 724)
story-col4-g: سنڌ حڪومت ظلم ڪندي 2.5 هزار رپيه ماهي ڏيندي عيد ڏينهن پيٽرول ۽ ڀاڙي ڏئي ساڙي ڇڏيندا سين (354, 608, 492, 626)
cell-amount: 75.390 (ملين) (976, 826, 1008, 872)
tender-khairpur-notes-title: شرط ۽ ضابطا: (118, 1267, 157, 1275)
tender-khairpur-title: مهربند ٽينڊرز گهرائڻ جو نوٽيس (5, 541, 170, 589)
cell-fee: 3000 (32, 712, 51, 802)
clause-11: 12. ان ڏس ۾ اصل حلف نامو ڪ فرم /ٺيڪيدار ڪي ڪنهن ايگزيڪيوٽنگ ايجنسي ڪان ان ۾ بليڪ لسٽ نه ڪيو ويو آهي (839, 1591, 1140, 1599)
tender-sanghar-schedule (831, 1034, 1140, 1105)
headline-col4-c: سڪر ۾ سماجي ڪارڪنن جو ڀڱي ڊائريڪٽر ۽ ايف ايم خلاف احتجاج (354, 453, 492, 478)
table-row (832, 669, 1140, 724)
headline-col5-b: زال ڪي طلاق ڏئي، سڪر ۾ نوجوان جو احتجاج (183, 175, 343, 199)
story-col5-c: ڪنيشن ۾ انجمن ڪارڪن غرت جهنجل مي ميرپاس تي پارش جو اهتمام ڪيو ويو. ترجمو ۽ ٽيل مهسائش ڪي ڪلن ها هان ۽ پوڙه جو ڏياري جي سال هڻندي سياست ۽ پوري وڏي جي مسئلي تي پوري پارش هڻي ۽ سالن جي ڀيٽ ۽ سازي، مسلم پارٽي ڪاروائي (179, 203, 347, 242)
story-col3-a: اڏيروالال اسٽيشن (ن ع ا) اڏيرولال لڳ ڪوٽ بهرين وٽ موٽر سائيڪل حي آمهون سامهون ٽڪر جي نتيجي ۾ تندوالهيار جو رهواسي صابر علي آرائين عبدالحميد شيخ سميت ڪوٽ بهرين جو رهواسي امتياز جهيجو سخت زخمي ٿي پيا اطلاع تي اڏيرولال وليج پوليس پهچي زخمين کي اسپتال منتقل ڪيو جتان ڊاڪٽرن امتياز جهيجو جي حالت ڳنڀير ڏسي سول اسپتال حيدرآباد ريفر ڪيو ويو آهي. (499, 30, 652, 99)
clause-9: (x) آخري ٽن سالن جو انڪم ٽيڪس ريٽرن (58, 1150, 165, 1158)
cell-work: خيرپور شهر جي مختلف قبرستانن ۽ بانڊري وال ارٽ آفس جي تعمير (خانئ شاهه بادشاهه اڪبر شاهه، پير محمد شاهه، پيرويل شاهه، جند وٽي ۽ ٻيا) واقع ضلعو خيرپور (سول ورڪ) (96, 712, 154, 802)
column-header-3: ٻيو ڀيرو (ٽينڊرن جي موٽ نه ملڻ جي صورت ۾) (11, 883, 46, 929)
tender-khairpur-phone: 0343_9280032 (67, 1242, 108, 1250)
tender-sanghar-header-row (832, 461, 1140, 499)
story-col2-e: زراعي اداري ڪنهن ۽ قبضي شهري آباد ۽ خيرپور وڌو زميندار ڪري جي پاڻي نيڪال ڪرڻ جو ڪم ڪري رهيا آهن ۽ شهري ۽ ڪاشتڪار پريشان آهن (659, 319, 817, 347)
clause-11: xii) ڪنسلن ڪان بليڪ لسٽ نه ٿيل هجڻ جو حلفي بيان (997, 1292, 1140, 1300)
